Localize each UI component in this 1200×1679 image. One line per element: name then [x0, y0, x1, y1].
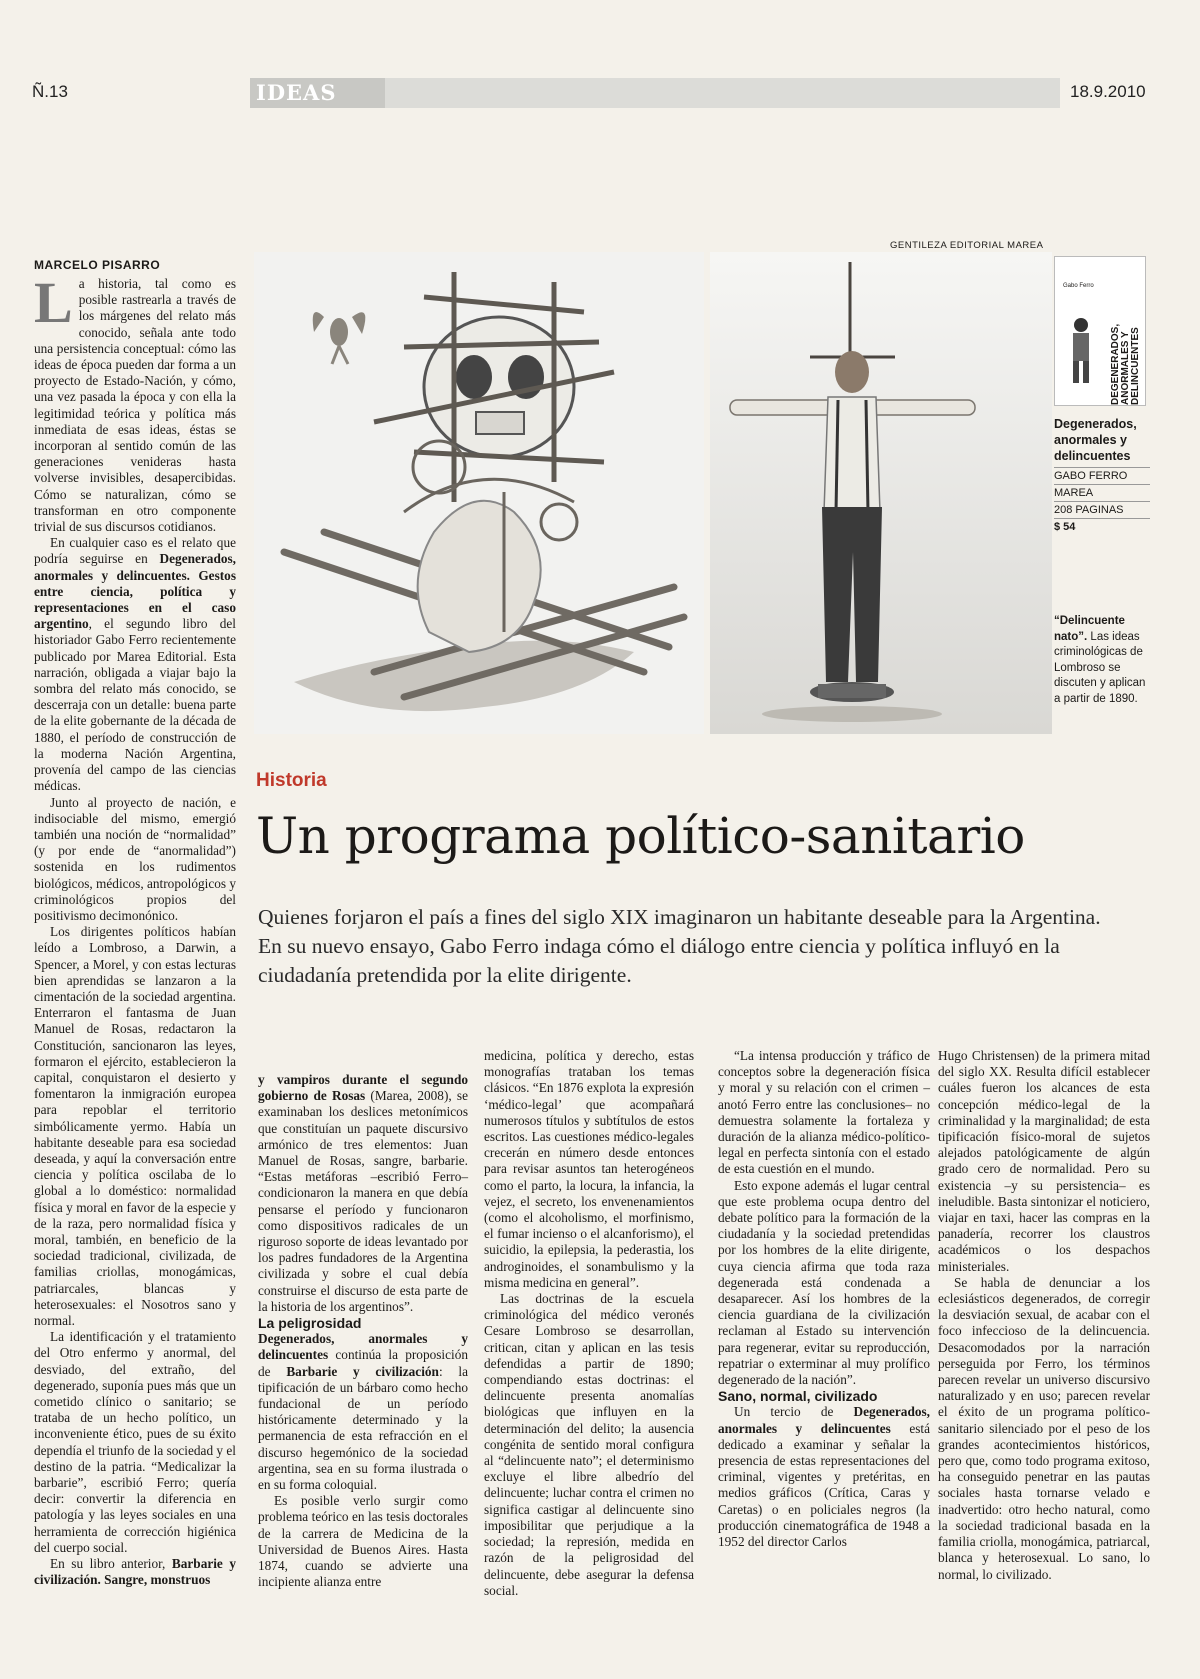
paragraph: Es posible verlo surgir como problema teórico en las tesis doctorales de la carrera de Medicina de la Universidad de Buenos Aires. Hasta 1874, cuando se advierte una incipiente alianza entre: [258, 1493, 468, 1590]
paragraph: Se habla de denunciar a los eclesiásticos degenerados, de corregir la desviación sexual, de acabar con el foco infeccioso de la delincuencia. Desacomodados por la narración perseguida por Ferro, los términos parecen revelar un universo discursivo naturalizado y en uso; parecen revelar el éxito de un programa político-sanitario silenciado por el peso de los grandes acontecimientos históricos, pero que, como todo programa exitoso, ha conseguido penetrar en las pautas sociales hasta tornarse velado e inadvertido: otro hecho natural, como la sociedad tradicional basada en la familia criolla, monogámica, patriarcal, blanca y heterosexual. Lo sano, lo normal, lo civilizado.: [938, 1274, 1150, 1582]
book-title-ref: Barbarie y civilización: [286, 1363, 439, 1379]
sculpture-illustration: [254, 252, 704, 734]
paragraph: medicina, política y derecho, estas monografías trataban los temas clásicos. “En 1876 explota la expresión ‘médico-legal’ que acompañará numerosos títulos y subtítulos de estos escritos. Las cuestiones médico-legales crecerán en número desde entonces para revisar asuntos tan heterogéneos como el parto, la locura, la infancia, la vejez, el secreto, los envenenamientos (como el alcoholismo, el morfinismo, el fumar incienso o el alcanforismo), el suicidio, la epilepsia, la pederastia, los androginoides, el sonambulismo y la misma medicina en general”.: [484, 1048, 694, 1290]
paragraph: En su libro anterior, Barbarie y civilización. Sangre, monstruos: [34, 1556, 236, 1588]
book-cover: [1054, 256, 1146, 406]
publication-date: 18.9.2010: [1070, 82, 1146, 101]
book-title-ref: y vampiros durante el segundo gobierno de Rosas: [258, 1072, 468, 1104]
paragraph: “La intensa producción y tráfico de conceptos sobre la degeneración física y moral y su relación con el crimen –anotó Ferro entre las conclusiones– no demuestra solamente la fortaleza y duración de la alianza médico-político-legal en perfecta sintonía con el estado de esta cuestión en el mundo.: [718, 1048, 930, 1177]
article-column-2: [258, 1072, 468, 1591]
book-pages: 208 PAGINAS: [1054, 501, 1150, 518]
book-title-ref: Degenerados, anormales y delincuentes: [258, 1331, 468, 1363]
paragraph: La identificación y el tratamiento del Otro enfermo y anormal, del desviado, del extraño, del degenerado, suponía pues más que un cometido clínico o sanitario; se trataba de un hecho político, un inconveniente ético, pues de su éxito dependía el triunfo de la sociedad y el destino de la patria. “Medicalizar la barbarie”, escribió Ferro; quería decir: convertir la diferencia en patología y las leyes sociales en una herramienta de corrección higiénica del cuerpo social.: [34, 1329, 236, 1555]
paragraph: Esto expone además el lugar central que este problema ocupa dentro del debate político para la formación de la ciudadanía y la sociedad pretendidas por los hombres de la elite dirigente, cuya ciencia afirma que toda raza degenerada está condenada a desaparecer. Así los hombres de la ciencia guardiana de la civilización reclaman al Estado su intervención para regenerar, evitar su reproducción, repatriar o exterminar al muy prolífico degenerado de la nación”.: [718, 1177, 930, 1388]
paragraph: Junto al proyecto de nación, e indisociable del mismo, emergió también una noción de “normalidad” (y por ende de “anormalidad”) sostenida en los rudimentos biológicos, médicos, antropológicos y criminológicos propios del positivismo decimonónico.: [34, 794, 237, 923]
book-cover-author: Gabo Ferro: [1063, 283, 1094, 289]
paragraph: La historia, tal como es posible rastrearla a través de los márgenes del relato más conocido, señala ante todo una persistencia conceptual: cómo las ideas de época pueden dar forma a un proyecto de Estado-Nación, y cómo, una vez pasada la época y con ella la legitimidad teórica y política más inmediata de esas ideas, éstas se incorporan al sentido común de las generaciones venideras hasta volverse invisibles, desapercibidas. Cómo se naturalizan, cómo se transforman en otro componente trivial de sus discursos cotidianos.: [34, 270, 236, 535]
subhead-sano-normal: Sano, normal, civilizado: [718, 1388, 878, 1405]
book-cover-title: DEGENERADOS, ANORMALES Y DELINCUENTES: [1110, 323, 1141, 405]
book-price: $ 54: [1054, 518, 1150, 535]
subhead-peligrosidad: La peligrosidad: [258, 1315, 362, 1332]
section-kicker: Historia: [256, 770, 327, 791]
book-info-box: [1054, 416, 1150, 535]
article-column-5: [938, 1048, 1150, 1583]
book-title-ref: Barbarie y civilización. Sangre, monstruos: [34, 1556, 236, 1588]
sculpture-photo: [254, 252, 704, 734]
photo-credit: GENTILEZA EDITORIAL MAREA: [890, 240, 1044, 251]
book-title: Degenerados, anormales y delincuentes: [1054, 417, 1137, 463]
paragraph: Las doctrinas de la escuela criminológica del médico veronés Cesare Lombroso se desarrollan, critican, citan y aplican en las tesis defendidas a partir de 1890; compendiando estas doctrinas: el delincuente presenta anomalías biológicas que influyen en la determinación del delito; la ausencia congénita de sentido moral configura al “delincuente nato”; el determinismo excluye el libre albedrío del delincuente; luchar contra el crimen no significa castigar al delincuente sino imposibilitar que perjudique a la sociedad; la represión, medida en razón de la peligrosidad del delincuente, debe asegurar la defensa social.: [484, 1291, 694, 1598]
delincuente-nato-photo: [710, 252, 1052, 734]
article-column-4: [718, 1048, 930, 1550]
paragraph: Hugo Christensen) de la primera mitad del siglo XX. Resulta difícil establecer cuáles fueron los alcances de esta concepción médico-legal de la criminalidad y la marginalidad; de esta tipificación físico-moral de sujetos alejados patológicamente de algún grado cero de normalidad. Pero su existencia –y su persistencia– es ineludible. Basta sintonizar el noticiero, viajar en taxi, hacer las compras en la panadería, recorrer los claustros académicos o los despachos ministeriales.: [938, 1048, 1150, 1274]
deck: Quienes forjaron el país a fines del siglo XIX imaginaron un habitante deseable para la Argentina. En su nuevo ensayo, Gabo Ferro indaga cómo el diálogo entre ciencia y política influyó en la ciudadanía pretendida por la elite dirigente.: [258, 905, 1101, 987]
issue-number: Ñ.13: [32, 82, 68, 101]
caption-title: “Delincuente nato”.: [1054, 615, 1125, 643]
book-author: GABO FERRO: [1054, 467, 1150, 484]
headline: Un programa político-sanitario: [256, 807, 1025, 865]
paragraph: Un tercio de Degenerados, anormales y delincuentes está dedicado a examinar y señalar la presencia de estas representaciones del criminal, vigentes y pretéritas, en medios gráficos (Crítica, Caras y Caretas) o en policiales negros (la producción cinematográfica de 1948 a 1952 del director Carlos: [718, 1404, 930, 1550]
byline: MARCELO PISARRO: [34, 258, 161, 272]
standing-figure-illustration: [710, 252, 1052, 734]
article-column-1: [34, 270, 237, 1588]
book-title-ref: Degenerados, anormales y delincuentes: [718, 1404, 930, 1436]
paragraph: y vampiros durante el segundo gobierno de Rosas (Marea, 2008), se examinaban los deslices metonímicos que constituían un paquete discursivo armónico de tres elementos: Juan Manuel de Rosas, sangre, barbarie. “Estas metáforas –escribió Ferro– condicionaron la manera en que debía pensarse el período y funcionaron como dispositivos radicales de un riguroso soporte de ideas levantado por los padres fundadores de la Argentina civilizada y sobre el cual debía construirse el discurso de esta parte de la historia de los argentinos”.: [258, 1072, 468, 1314]
book-title-ref: Degenerados, anormales y delincuentes. Gestos entre ciencia, política y representaciones en el caso argentino: [34, 551, 236, 632]
paragraph: Degenerados, anormales y delincuentes continúa la proposición de Barbarie y civilización: la tipificación de un bárbaro como hecho fundacional de un período históricamente determinado y la permanencia de esta refracción en el discurso hegemónico de la sociedad argentina, sea en su forma ilustrada o en su forma coloquial.: [258, 1331, 468, 1493]
drop-cap: L: [34, 270, 73, 335]
cover-figure-icon: [1061, 313, 1111, 393]
article-column-3: [484, 1048, 694, 1599]
section-label: IDEAS: [250, 78, 385, 108]
paragraph: En cualquier caso es el relato que podría seguirse en Degenerados, anormales y delincuentes. Gestos entre ciencia, política y representaciones en el caso argentino, el segundo libro del historiador Gabo Ferro recientemente publicado por Marea Editorial. Esta narración, obligada a viajar bajo la sombra del relato más conocido, se descerraja con un detalle: buena parte de la elite gobernante de la década de 1880, el período de construcción de la moderna Nación Argentina, provenía del campo de las ciencias médicas.: [34, 535, 236, 794]
photo-caption: “Delincuente nato”. Las ideas criminológicas de Lombroso se discuten y aplican a partir de 1890.: [1054, 615, 1146, 705]
paragraph: Los dirigentes políticos habían leído a Lombroso, a Darwin, a Spencer, a Morel, y con estas lecturas bien aprendidas se lanzaron a la cimentación de la sociedad argentina. Enterraron el fantasma de Juan Manuel de Rosas, redactaron la Constitución, sancionaron las leyes, formaron el ejército, establecieron la capital, conquistaron el desierto y fomentaron la inmigración europea para repoblar el territorio simbólicamente yermo. Había un habitante deseable para esa sociedad deseada, y aquí la conversación entre ciencia y política oscilaba de lo global a lo doméstico: normalidad física y moral en favor de la especie y de la raza, pero normalidad física y moral, también, en beneficio de la sociedad tradicional, civilizada, de familias criollas, monogámicas, patriarcales, blancas y heterosexuales: el Nosotros sano y normal.: [34, 924, 236, 1328]
book-publisher: MAREA: [1054, 484, 1150, 501]
